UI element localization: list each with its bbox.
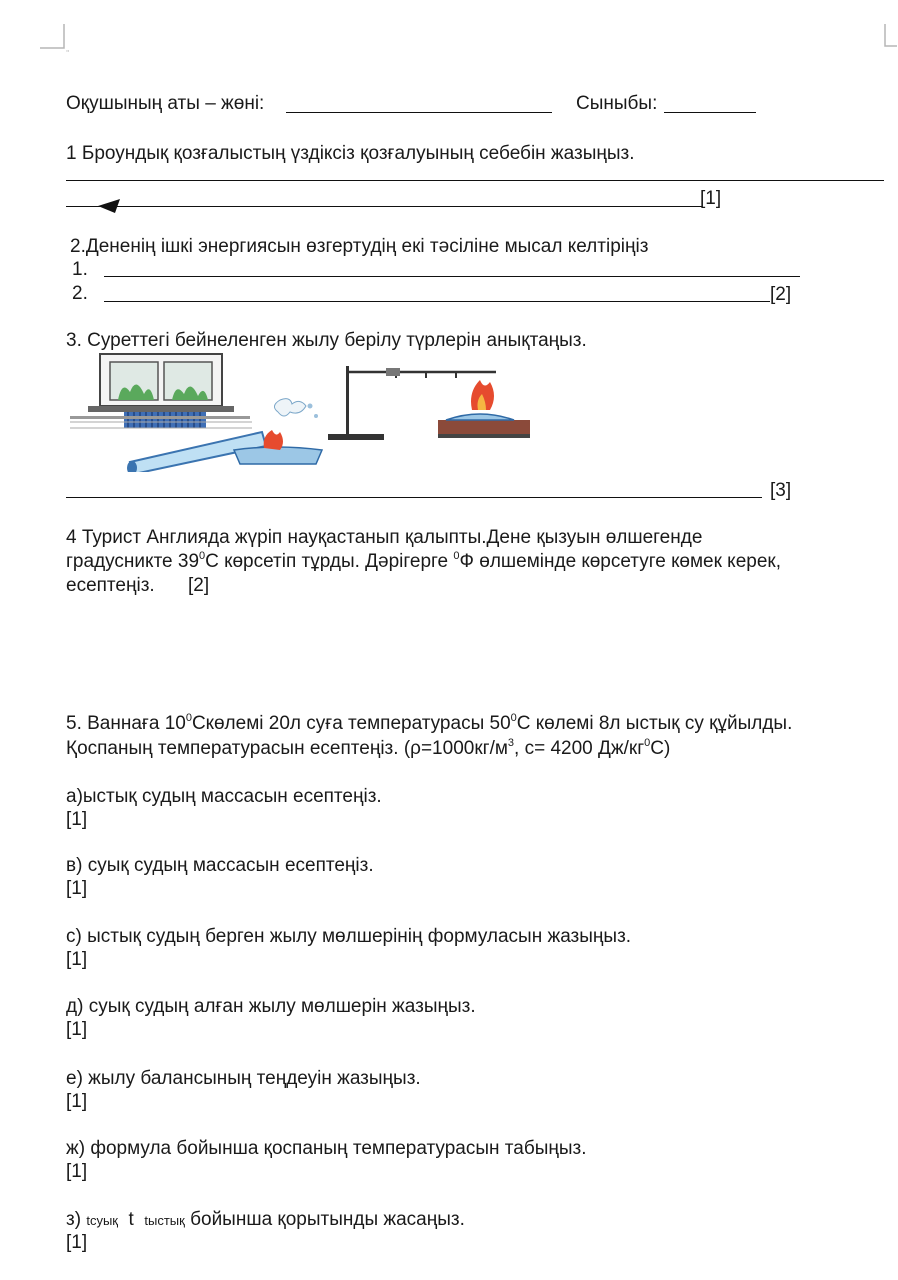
question-4-line-1: 4 Турист Англияда жүріп науқастанып қалыпты.Дене қызуын өлшегенде xyxy=(66,527,703,548)
top-right-corner-mark xyxy=(880,22,898,50)
question-2-text: 2.Дененің ішкі энергиясын өзгертудің екі тәсіліне мысал келтіріңіз xyxy=(70,236,649,257)
sub-question-z: з) tсуық t tыстық бойынша қорытынды жасаңыз. xyxy=(66,1209,465,1230)
question-4-line-2: градусникте $39^0С$ көрсетіп тұрды. Дәрігерге $^0$Ф өлшемінде көрсетуге көмек керек, xyxy=(66,550,782,572)
question-2-item-1: 1. xyxy=(72,259,88,280)
sub-question-b: в) суық судың массасын есептеңіз. xyxy=(66,855,374,876)
answer-line-1b[interactable] xyxy=(66,206,702,207)
question-3-score: [3] xyxy=(770,480,792,501)
window-figure xyxy=(88,354,234,412)
sub-question-c: с) ыстық судың берген жылу мөлшерінің формуласын жазыңыз. xyxy=(66,926,632,947)
heat-transfer-illustration xyxy=(66,352,530,472)
question-5-line-2: Қоспаның температурасын есептеңіз. ($\rho=1000кг/м^3$, с= 4200 $Дж/кг^0С$) xyxy=(66,737,671,759)
arrow-pointer-icon xyxy=(96,198,122,214)
sub-question-b-score: [1] xyxy=(66,878,88,899)
question-5-line-1: 5. Ваннаға $10^0Скөлемі$ 20л суға температурасы $50^0С$ көлемі 8л ыстық су құйылды. xyxy=(66,712,793,734)
question-4-score: [2] xyxy=(188,575,210,596)
svg-text:": " xyxy=(66,49,70,57)
class-field[interactable] xyxy=(664,112,756,113)
sub-question-d: д) суық судың алған жылу мөлшерін жазыңыз. xyxy=(66,996,476,1017)
sub-question-a: а)ыстық судың массасын есептеңіз. xyxy=(66,786,382,807)
sub-question-e: е) жылу балансының теңдеуін жазыңыз. xyxy=(66,1068,421,1089)
student-name-label: Оқушының аты – жөні: xyxy=(66,93,265,114)
sub-question-zh: ж) формула бойынша қоспаның температурасын табыңыз. xyxy=(66,1138,587,1159)
question-2-score: [2] xyxy=(770,284,792,305)
question-1-score: [1] xyxy=(700,188,722,209)
sub-question-zh-score: [1] xyxy=(66,1161,88,1182)
answer-line-1a[interactable] xyxy=(66,180,884,181)
sub-question-c-score: [1] xyxy=(66,949,88,970)
question-3-text: 3. Суреттегі бейнеленген жылу берілу түрлерін анықтаңыз. xyxy=(66,330,587,351)
answer-line-2a[interactable] xyxy=(104,276,800,277)
student-name-field[interactable] xyxy=(286,112,552,113)
sub-question-z-score: [1] xyxy=(66,1232,88,1253)
question-1-text: 1 Броундық қозғалыстың үздіксіз қозғалуының себебін жазыңыз. xyxy=(66,143,635,164)
radiator-figure xyxy=(124,412,206,428)
question-2-item-2: 2. xyxy=(72,283,88,304)
answer-line-3[interactable] xyxy=(66,497,762,498)
question-4-line-3: есептеңіз. xyxy=(66,575,155,596)
answer-line-2b[interactable] xyxy=(104,301,770,302)
sub-question-d-score: [1] xyxy=(66,1019,88,1040)
sub-question-a-score: [1] xyxy=(66,809,88,830)
sub-question-e-score: [1] xyxy=(66,1091,88,1112)
top-left-corner-mark xyxy=(36,22,76,58)
class-label: Сыныбы: xyxy=(576,93,658,114)
